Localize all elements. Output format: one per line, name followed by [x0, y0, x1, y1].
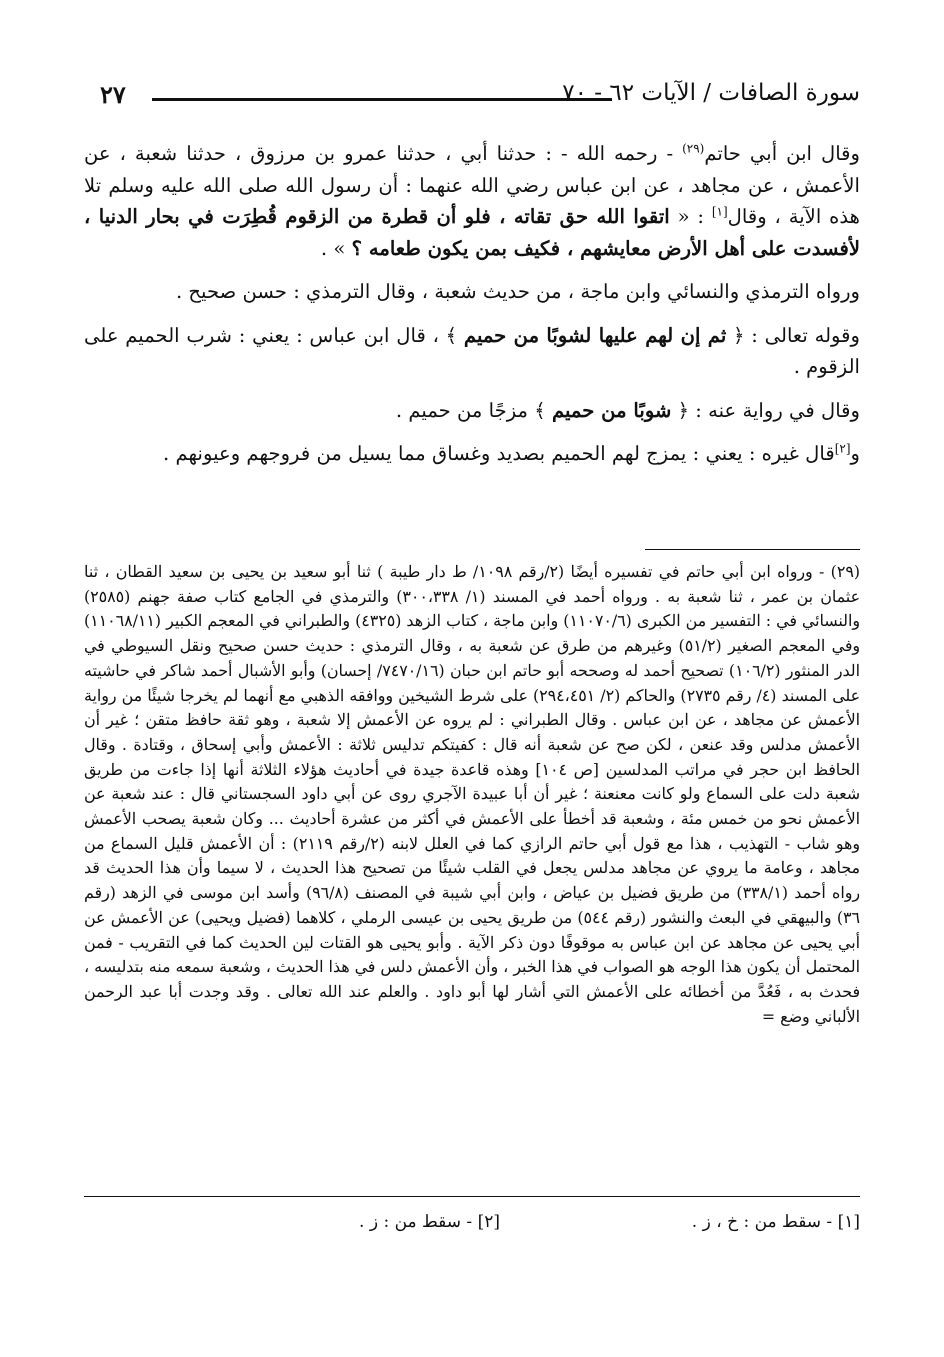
variant-note-2: [٢] - سقط من : ز . [359, 1212, 500, 1232]
main-text [84, 138, 860, 482]
footnote-separator [645, 549, 860, 550]
text-run: - رحمه الله - : حدثنا أبي ، حدثنا عمرو بن مرزوق ، حدثنا شعبة ، عن الأعمش ، عن مجاهد ، عن ابن عباس رضي الله عنهما : أن رسول الله صلى الله عليه وسلم تلا هذه الآية ، وقال [84, 142, 860, 228]
paragraph-verse-1 [84, 320, 860, 383]
variant-note-ref: [٢] [834, 441, 851, 456]
footnote-ref: (٢٩) [682, 141, 705, 156]
variant-note-ref: [١] [711, 204, 728, 219]
paragraph-commentary [84, 438, 860, 470]
text-run: وقال في رواية عنه : ﴿ [671, 398, 860, 422]
text-run: : « [669, 205, 712, 228]
text-run: ﴾ مزجًا من حميم . [395, 398, 552, 422]
running-title: سورة الصافات / الآيات ٦٢ - ٧٠ [562, 80, 860, 106]
quran-verse: ثم إن لهم عليها لشوبًا من حميم [463, 323, 727, 347]
page-number: ٢٧ [100, 80, 126, 109]
text-run: و [850, 442, 860, 465]
variant-note-1: [١] - سقط من : خ ، ز . [691, 1212, 860, 1232]
variants-separator [84, 1196, 860, 1197]
text-run: قال غيره : يعني : يمزج لهم الحميم بصديد وغساق مما يسيل من فروجهم وعيونهم . [163, 442, 835, 465]
text-run: ﴾ ، قال ابن عباس : يعني : شرب الحميم على الزقوم . [84, 323, 860, 378]
text-run: وقوله تعالى : ﴿ [726, 323, 860, 347]
text-run: وقال ابن أبي حاتم [704, 142, 860, 165]
header-rule [152, 98, 612, 101]
footnote-block [84, 560, 860, 1029]
paragraph-verse-2 [84, 395, 860, 427]
page-header [100, 80, 860, 120]
paragraph-hadith [84, 138, 860, 264]
text-run: » . [320, 236, 352, 260]
paragraph-narration: ورواه الترمذي والنسائي وابن ماجة ، من حديث شعبة ، وقال الترمذي : حسن صحيح . [175, 280, 860, 303]
quran-verse: شوبًا من حميم [551, 398, 672, 422]
footnote-29: (٢٩) - ورواه ابن أبي حاتم في تفسيره أيضًا (٢/رقم ١٠٩٨/ ط دار طيبة ) ثنا أبو سعيد بن يحيى بن سعيد القطان ، ثنا عثمان بن عمر ، ثنا شعبة به . ورواه أحمد في المسند (١/ ٣٠٠،٣٣٨) والترمذي في الجامع كتاب صفة جهنم (٢٥٨٥) والنسائي في : التفسير من الكبرى (١١٠٧٠/٦) وابن ماجة ، كتاب الزهد (٤٣٢٥) والطبراني في المعجم الكبير (١١٠٦٨/١١) وفي المعجم الصغير (٥١/٢) وغيرهم من طرق عن شعبة به ، وقال الترمذي : حديث حسن صحيح ونقل السيوطي في الدر المنثور (١٠٦/٢) تصحيح أحمد له وصححه أبو حاتم ابن حبان (٧٤٧٠/١٦/ إحسان) وأبو الأشبال أحمد شاكر في حاشيته على المسند (٤/ رقم ٢٧٣٥) والحاكم (٢/ ٢٩٤،٤٥١) على شرط الشيخين ووافقه الذهبي مع أنهما لم يخرجا شيئًا من رواية الأعمش عن مجاهد ، عن ابن عباس . وقال الطبراني : لم يروه عن الأعمش إلا شعبة ، وهو ثقة حافظ متقن ؛ غير أن الأعمش مدلس وقد عنعن ، لكن صح عن شعبة أنه قال : كفيتكم تدليس ثلاثة : الأعمش وأبي إسحاق ، وقتادة . وقال الحافظ ابن حجر في مراتب المدلسين [ص ١٠٤] وهذه قاعدة جيدة في أحاديث هؤلاء الثلاثة أنها إذا جاءت من طريق شعبة دلت على السماع ولو كانت معنعنة ؛ غير أن أبا عبيدة الآجري روى عن أبي داود السجستاني قال : عند شعبة عن الأعمش نحو من خمس مئة ، وشعبة قد أخطأ على الأعمش في أكثر من عشرة أحاديث ... وكان شعبة يصحب الأعمش وهو شاب - التهذيب ، هذا مع قول أبي حاتم الرازي كما في العلل لابنه (٢/رقم ٢١١٩) : أن الأعمش قليل السماع من مجاهد ، وعامة ما يروي عن مجاهد مدلس يجعل في القلب شيئًا من تصحيح هذا الحديث ، لا سيما وأن هذا الحديث قد رواه أحمد (٣٣٨/١) من طريق فضيل بن عياض ، وابن أبي شيبة في المصنف (٩٦/٨) وأسد ابن موسى في الزهد (رقم ٣٦) والبيهقي في البعث والنشور (رقم ٥٤٤) من طريق يحيى بن عيسى الرملي ، كلاهما (فضيل ويحيى) عن الأعمش عن أبي يحيى عن مجاهد عن ابن عباس به موقوفًا دون ذكر الآية . وأبو يحيى هو القتات لين الحديث كما في التقريب - فمن المحتمل أن يكون هذا الوجه هو الصواب في هذا الخبر ، وأن الأعمش دلس في هذا الحديث ، وشعبة سمعه منه بتدليسه ، فحدث به ، فَعُدَّ من أخطائه على الأعمش التي أشار لها أبو داود . والعلم عند الله تعالى . وقد وجدت أبا عبد الرحمن الألباني وضع = [84, 562, 861, 1026]
hadith-quote: اتقوا الله حق تقاته ، فلو أن قطرة من الزقوم قُطِرَت في بحار الدنيا ، لأفسدت على أهل الأرض معايشهم ، فكيف بمن يكون طعامه ؟ [84, 205, 860, 260]
